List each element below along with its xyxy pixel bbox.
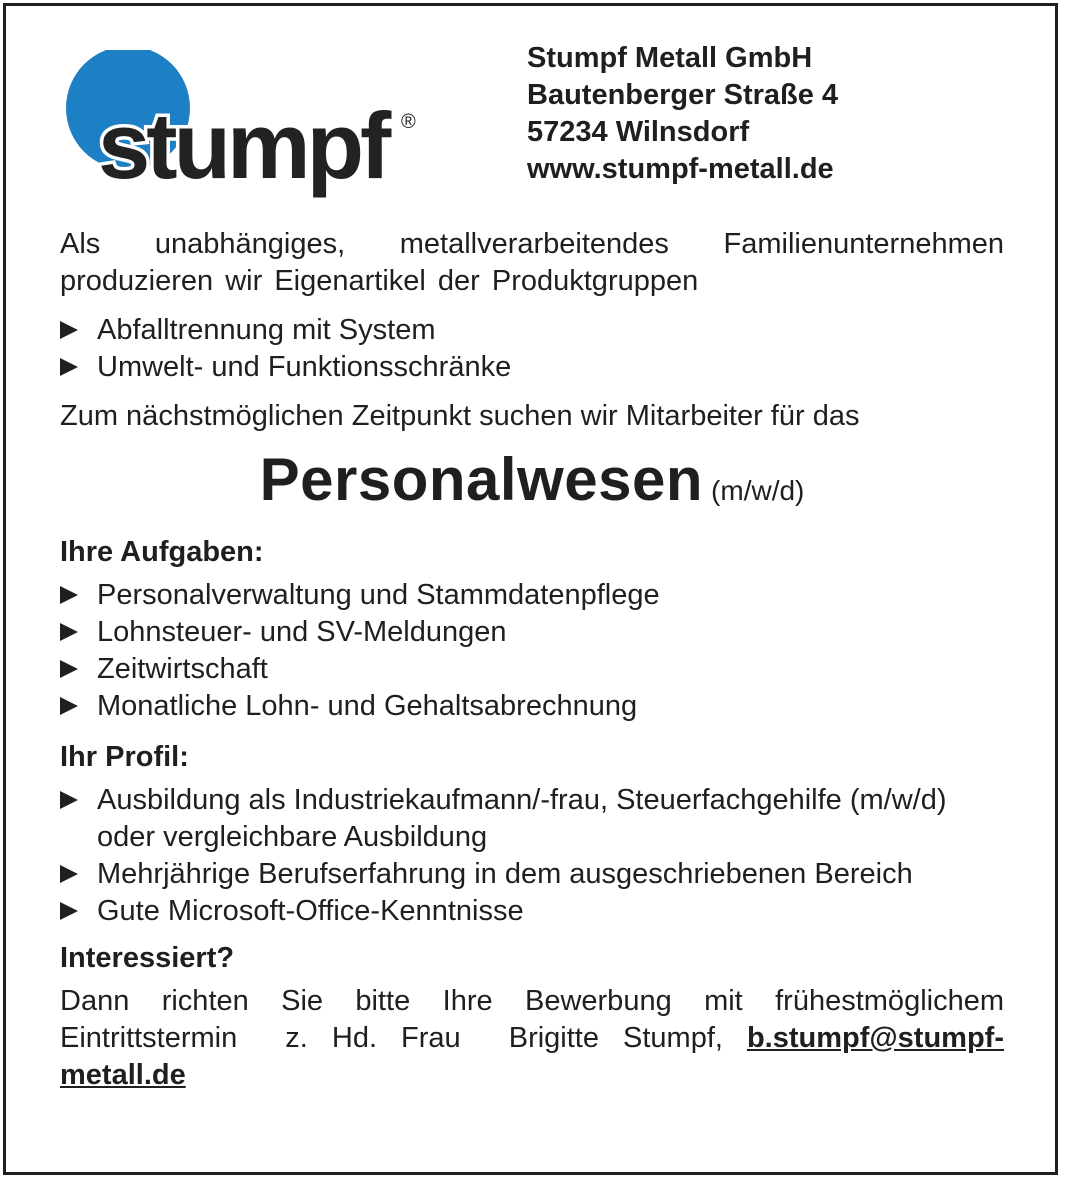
contact-heading: Interessiert? — [60, 942, 235, 974]
job-suffix: (m/w/d) — [711, 475, 805, 506]
tasks-heading: Ihre Aufgaben: — [60, 536, 264, 568]
svg-text:stumpf: stumpf — [98, 93, 388, 198]
list-item: Ausbildung als Industriekaufmann/-frau, Steuerfachgehilfe (m/w/d) oder vergleichbare Ausbildung — [60, 782, 960, 856]
street: Bautenberger Straße 4 — [527, 79, 839, 111]
list-item: Lohnsteuer- und SV-Meldungen — [60, 614, 1004, 651]
arrow-icon — [60, 321, 78, 339]
product-list — [60, 312, 1004, 386]
arrow-icon — [60, 358, 78, 376]
list-item: Umwelt- und Funktionsschränke — [60, 349, 1004, 386]
arrow-icon — [60, 623, 78, 641]
arrow-icon — [60, 865, 78, 883]
list-item: Zeitwirtschaft — [60, 651, 1004, 688]
profile-list — [60, 782, 960, 930]
arrow-icon — [60, 791, 78, 809]
job-title: Personalwesen — [259, 446, 703, 513]
email-link[interactable]: b.stumpf@stumpf-metall.de — [60, 1022, 1004, 1091]
website[interactable]: www.stumpf-metall.de — [527, 153, 834, 185]
intro-text: Als unabhängiges, metallverarbeitendes Familienunternehmen produzieren wir Eigenartikel der Produktgruppen — [60, 228, 1004, 297]
profile-heading: Ihr Profil: — [60, 741, 189, 773]
list-item: Mehrjährige Berufserfahrung in dem ausgeschriebenen Bereich — [60, 856, 960, 893]
arrow-icon — [60, 697, 78, 715]
company-name: Stumpf Metall GmbH — [527, 42, 813, 74]
arrow-icon — [60, 902, 78, 920]
stumpf-logo — [58, 50, 438, 210]
list-item: Gute Microsoft-Office-Kenntnisse — [60, 893, 960, 930]
svg-text:®: ® — [401, 111, 416, 133]
contact-text: Dann richten Sie bitte Ihre Bewerbung mit frühestmöglichem Eintrittstermin z. Hd. Frau Brigitte Stumpf, b.stumpf@stumpf-metall.de — [60, 985, 1016, 1091]
job-title-line — [60, 445, 1004, 526]
list-item: Personalverwaltung und Stammdatenpflege — [60, 577, 1004, 614]
ad-content — [60, 226, 1016, 1094]
arrow-icon — [60, 586, 78, 604]
search-text: Zum nächstmöglichen Zeitpunkt suchen wir Mitarbeiter für das — [60, 400, 860, 432]
arrow-icon — [60, 660, 78, 678]
city: 57234 Wilnsdorf — [527, 116, 750, 148]
list-item: Abfalltrennung mit System — [60, 312, 1004, 349]
list-item: Monatliche Lohn- und Gehaltsabrechnung — [60, 688, 1004, 725]
company-address — [527, 40, 838, 188]
tasks-list — [60, 577, 1004, 725]
